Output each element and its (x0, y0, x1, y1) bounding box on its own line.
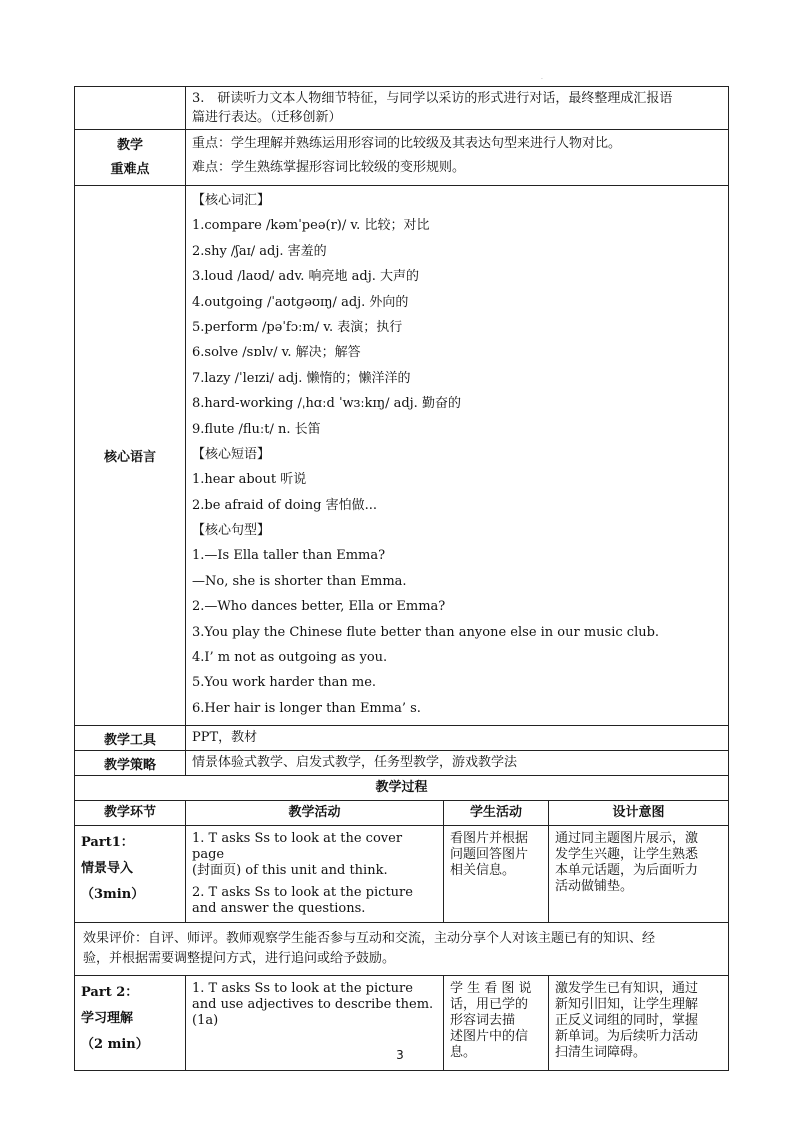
header-teacher-activity: 教学活动 (186, 801, 444, 826)
part1-teacher-activity (186, 826, 444, 923)
part1-name: Part1： (81, 835, 134, 851)
part1-activity1-line1: 1. T asks Ss to look at the cover page (192, 831, 403, 863)
process-title-row (75, 776, 729, 801)
strategy-value: 情景体验式教学、启发式教学，任务型教学，游戏教学法 (186, 751, 729, 776)
scan-mark: · (541, 76, 543, 83)
part2-purpose-line: 正反义词组的同时，掌握 (555, 1013, 699, 1029)
part2-title: 学习理解 (81, 1011, 134, 1027)
part1-student-line: 相关信息。 (450, 863, 516, 879)
key-points-label-line2: 重难点 (110, 161, 150, 177)
vocab-item: 6.solve /sɒlv/ v. 解决；解答 (192, 345, 361, 361)
evaluation-row (75, 923, 729, 976)
core-sentence-heading: 【核心句型】 (192, 523, 271, 539)
core-language-cell (186, 186, 729, 726)
core-phrase-heading: 【核心短语】 (192, 446, 271, 462)
key-points-label (75, 130, 186, 186)
header-design-purpose: 设计意图 (549, 801, 729, 826)
evaluation-line2: 验，并根据需要调整提问方式，进行追问或给予鼓励。 (83, 951, 396, 967)
objective-3-line2: 篇进行表达。（迁移创新） (192, 110, 342, 125)
part2-purpose-line: 激发学生已有知识，通过 (555, 981, 699, 997)
part2-student-line: 息。 (450, 1045, 477, 1061)
evaluation-line1: 效果评价：自评、师评。教师观察学生能否参与互动和交流，主动分享个人对该主题已有的知识、经 (83, 931, 656, 947)
sentence-item: 3.You play the Chinese flute better than anyone else in our music club. (192, 624, 660, 640)
part2-student-line: 述图片中的信 (450, 1029, 529, 1045)
part2-purpose-line: 新知引旧知，让学生理解 (555, 997, 699, 1013)
key-points-cell (186, 130, 729, 186)
part1-student-activity (444, 826, 549, 923)
part1-purpose-line: 本单元话题，为后面听力 (555, 863, 699, 879)
part1-purpose-line: 活动做铺垫。 (555, 879, 634, 895)
part1-row (75, 826, 729, 923)
part2-time: （2 min） (81, 1037, 149, 1053)
process-header-row (75, 801, 729, 826)
part2-student-line: 学 生 看 图 说 (450, 981, 532, 997)
part2-activity-line: (1a) (192, 1013, 219, 1029)
vocab-item: 2.shy /ʃaɪ/ adj. 害羞的 (192, 243, 327, 259)
vocab-item: 4.outgoing /ˈaʊtɡəʊɪŋ/ adj. 外向的 (192, 294, 409, 310)
part1-design-purpose (549, 826, 729, 923)
part1-activity2-line1: 2. T asks Ss to look at the picture (192, 885, 413, 901)
part2-activity-line: and use adjectives to describe them. (192, 997, 434, 1013)
part1-activity1-line2: (封面页) of this unit and think. (192, 863, 388, 879)
strategy-row (75, 751, 729, 776)
key-points-label-line1: 教学 (116, 137, 143, 153)
core-vocab-heading: 【核心词汇】 (192, 193, 271, 208)
phrase-item: 1.hear about 听说 (192, 472, 307, 488)
phrase-item: 2.be afraid of doing 害怕做... (192, 497, 377, 513)
part1-time: （3min） (81, 887, 145, 903)
core-language-label: 核心语言 (75, 186, 186, 726)
part2-purpose-line: 新单词。为后续听力活动 (555, 1029, 699, 1045)
part2-purpose-line: 扫清生词障碍。 (555, 1045, 647, 1061)
vocab-item: 7.lazy /ˈleɪzi/ adj. 懒惰的；懒洋洋的 (192, 370, 411, 386)
part1-purpose-line: 发学生兴趣，让学生熟悉 (555, 847, 699, 863)
sentence-item: —No, she is shorter than Emma. (192, 573, 407, 589)
sentence-item: 6.Her hair is longer than Emma’ s. (192, 700, 421, 716)
vocab-item: 5.perform /pəˈfɔːm/ v. 表演；执行 (192, 319, 403, 335)
part1-activity2-line2: and answer the questions. (192, 901, 366, 917)
objectives-cell (186, 87, 729, 130)
header-student-activity: 学生活动 (444, 801, 549, 826)
part2-activity-line: 1. T asks Ss to look at the picture (192, 981, 413, 997)
sentence-item: 2.—Who dances better, Ella or Emma? (192, 599, 446, 615)
vocab-item: 3.loud /laʊd/ adv. 响亮地 adj. 大声的 (192, 269, 420, 285)
page-number: 3 (396, 1048, 404, 1062)
tools-row (75, 726, 729, 751)
key-points-row (75, 130, 729, 186)
vocab-item: 1.compare /kəmˈpeə(r)/ v. 比较；对比 (192, 218, 430, 234)
objectives-row (75, 87, 729, 130)
part2-name: Part 2： (81, 985, 139, 1001)
core-language-row (75, 186, 729, 726)
part1-stage (75, 826, 186, 923)
key-point-text: 重点：学生理解并熟练运用形容词的比较级及其表达句型来进行人物对比。 (192, 136, 622, 151)
part1-title: 情景导入 (81, 861, 134, 877)
tools-value: PPT，教材 (186, 726, 729, 751)
part2-student-line: 形容词去描 (450, 1013, 516, 1029)
lesson-plan-table (74, 86, 729, 1071)
objectives-label-cell (75, 87, 186, 130)
process-title: 教学过程 (75, 776, 729, 801)
sentence-item: 4.I’ m not as outgoing as you. (192, 650, 388, 666)
evaluation-cell (75, 923, 729, 976)
strategy-label: 教学策略 (75, 751, 186, 776)
sentence-item: 5.You work harder than me. (192, 675, 377, 691)
part1-purpose-line: 通过同主题图片展示，激 (555, 831, 699, 847)
part1-student-line: 看图片并根据 (450, 831, 529, 847)
header-stage: 教学环节 (75, 801, 186, 826)
objective-3-line1: 3. 研读听力文本人物细节特征，与同学以采访的形式进行对话，最终整理成汇报语 (192, 91, 673, 106)
tools-label: 教学工具 (75, 726, 186, 751)
difficult-point-text: 难点：学生熟练掌握形容词比较级的变形规则。 (192, 160, 466, 175)
part1-student-line: 问题回答图片 (450, 847, 529, 863)
vocab-item: 9.flute /fluːt/ n. 长笛 (192, 421, 321, 437)
part2-student-line: 话，用已学的 (450, 997, 529, 1013)
vocab-item: 8.hard-working /ˌhɑːd ˈwɜːkɪŋ/ adj. 勤奋的 (192, 396, 461, 412)
sentence-item: 1.—Is Ella taller than Emma? (192, 548, 386, 564)
